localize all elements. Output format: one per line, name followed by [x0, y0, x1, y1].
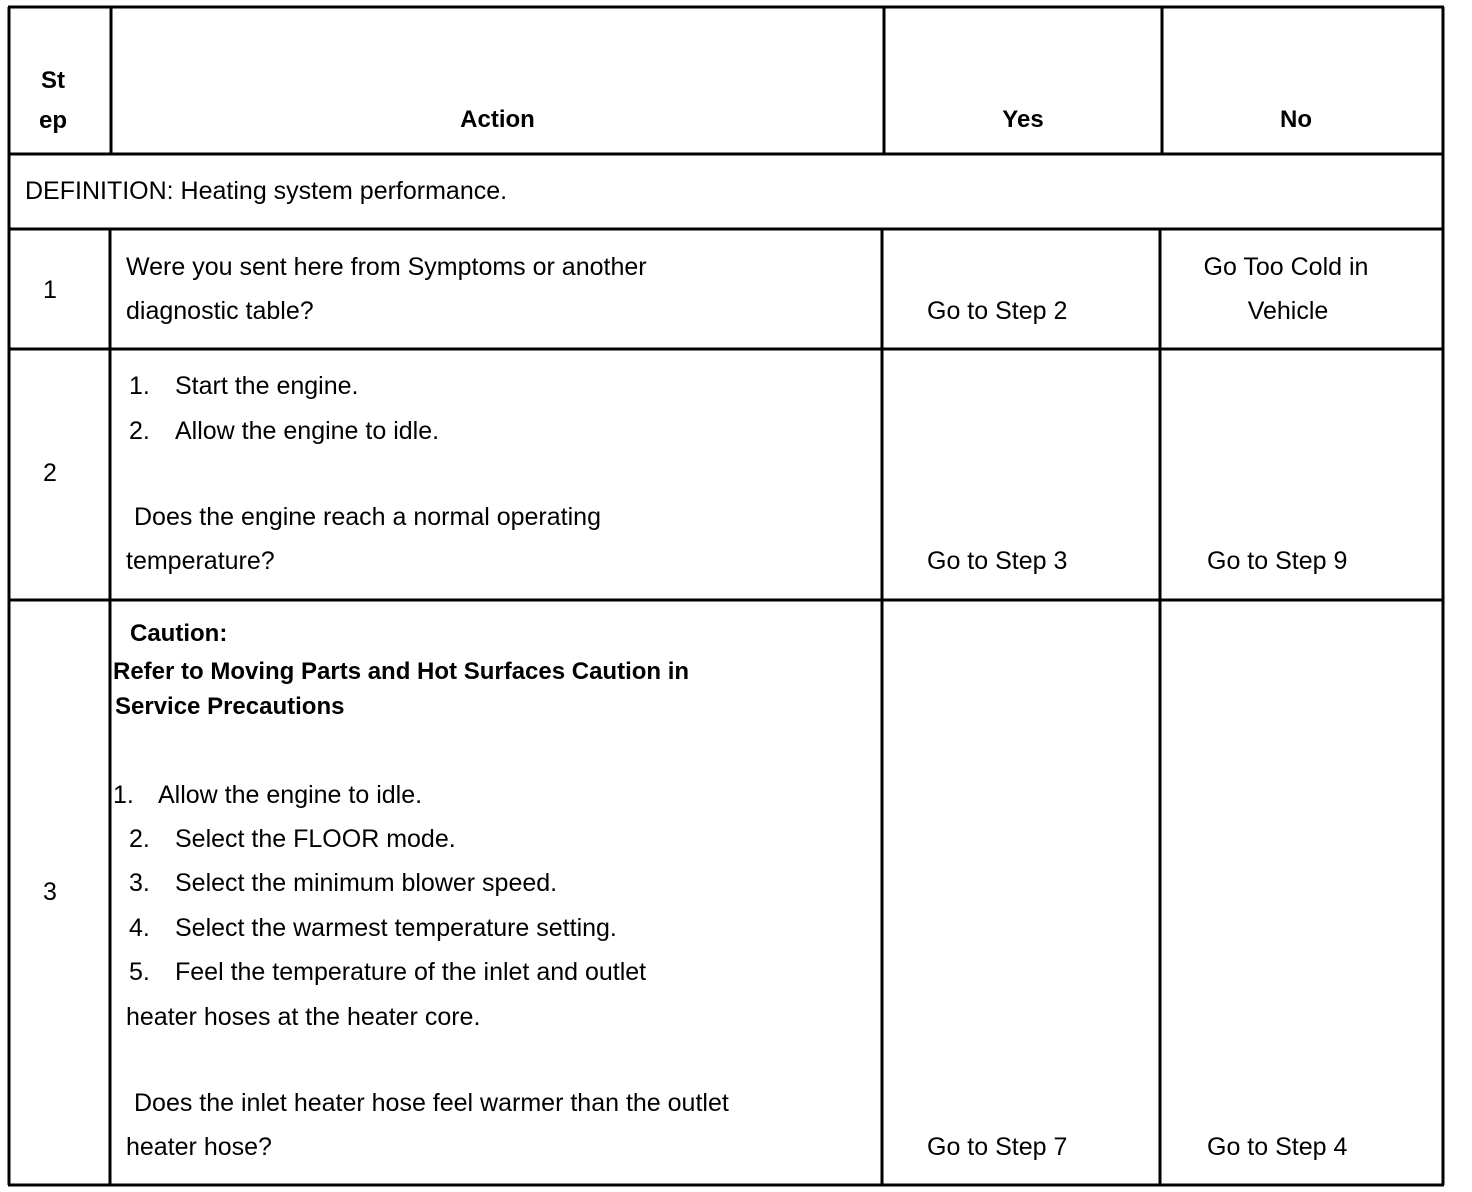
row2-list-text-1: Start the engine.	[175, 372, 359, 400]
row3-caution-line1: Refer to Moving Parts and Hot Surfaces Caution in	[113, 658, 690, 685]
row2-list-text-2: Allow the engine to idle.	[175, 417, 440, 445]
row3-list-num-2: 2.	[129, 825, 150, 853]
row3-list-text-1: Allow the engine to idle.	[158, 781, 423, 809]
row3-question-line2: heater hose?	[126, 1133, 272, 1161]
definition-text: DEFINITION: Heating system performance.	[25, 177, 508, 205]
header-step-line1: St	[41, 67, 65, 94]
header-step-line2: ep	[38, 107, 67, 134]
row3-list-num-3: 3.	[129, 869, 150, 897]
header-no: No	[1280, 106, 1312, 133]
row3-list-num-5: 5.	[129, 958, 150, 986]
row2-no-result: Go to Step 9	[1207, 547, 1348, 575]
row3-yes-result: Go to Step 7	[927, 1133, 1068, 1161]
row3-no-result: Go to Step 4	[1207, 1133, 1348, 1161]
row3-question-line1: Does the inlet heater hose feel warmer than the outlet	[134, 1089, 729, 1117]
header-action: Action	[460, 106, 535, 133]
row2-step-number: 2	[43, 459, 57, 487]
row1-no-result-line2: Vehicle	[1247, 297, 1329, 325]
row3-list-text-4: Select the warmest temperature setting.	[175, 914, 617, 942]
row2-list-num-2: 2.	[129, 417, 150, 445]
row3-step-number: 3	[43, 878, 57, 906]
row1-action-line2: diagnostic table?	[126, 297, 314, 325]
row3-list-num-1: 1.	[113, 781, 134, 809]
row2-question-line1: Does the engine reach a normal operating	[134, 503, 601, 531]
row1-no-result-line1: Go Too Cold in	[1203, 253, 1369, 281]
header-yes: Yes	[1002, 106, 1044, 133]
row2-yes-result: Go to Step 3	[927, 547, 1068, 575]
row3-list-text-2: Select the FLOOR mode.	[175, 825, 456, 853]
row2-question-line2: temperature?	[126, 547, 275, 575]
row3-list-text-3: Select the minimum blower speed.	[175, 869, 558, 897]
row3-caution-title: Caution:	[130, 620, 228, 647]
row3-caution-line2: Service Precautions	[115, 693, 345, 720]
row3-list-num-4: 4.	[129, 914, 150, 942]
row2-list-num-1: 1.	[129, 372, 150, 400]
row1-yes-result: Go to Step 2	[927, 297, 1068, 325]
row3-list-continuation: heater hoses at the heater core.	[126, 1003, 481, 1031]
row1-step-number: 1	[43, 276, 57, 304]
row3-list-text-5: Feel the temperature of the inlet and outlet	[175, 958, 647, 986]
row1-action-line1: Were you sent here from Symptoms or another	[126, 253, 647, 281]
